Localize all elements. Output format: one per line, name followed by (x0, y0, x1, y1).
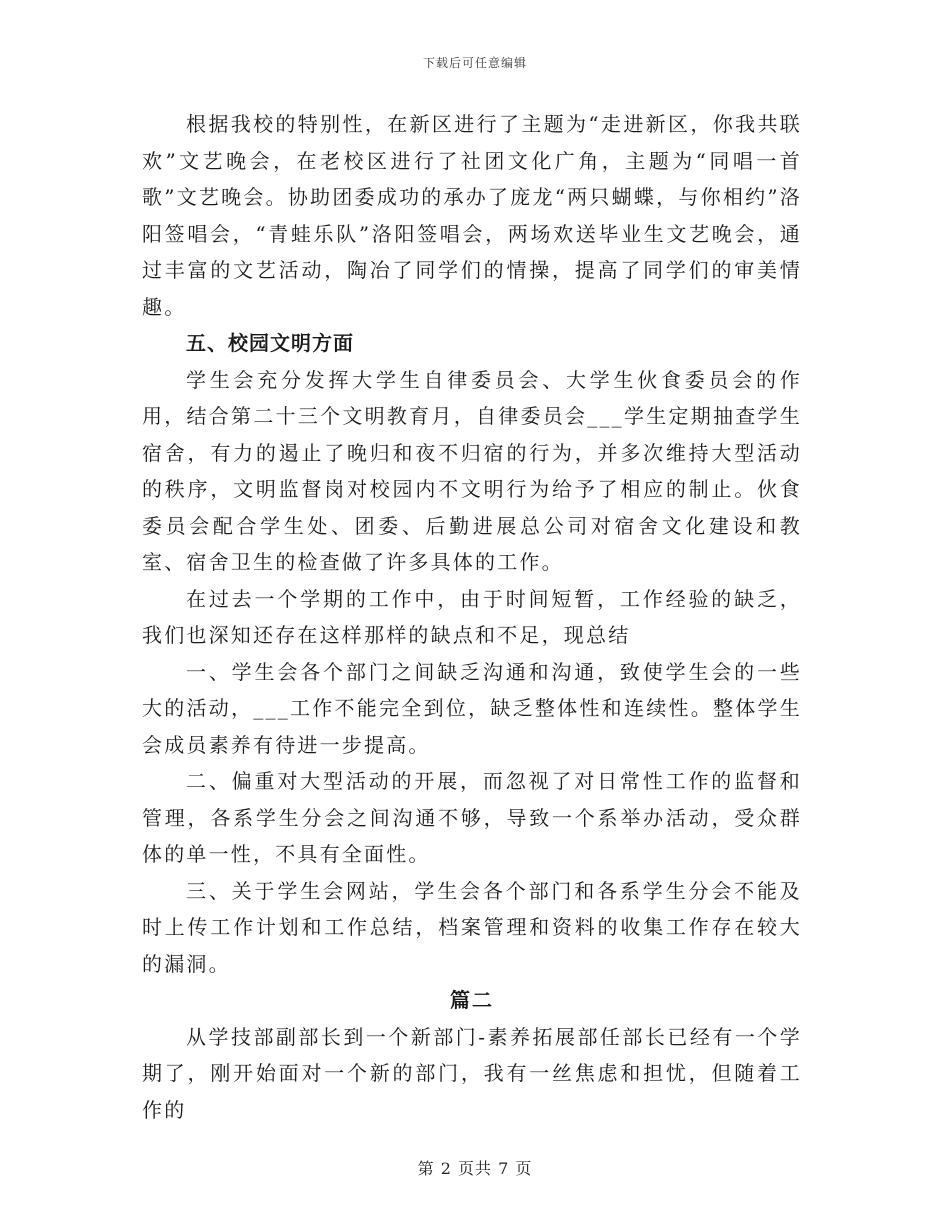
paragraph-shortcoming-3: 三、关于学生会网站，学生会各个部门和各系学生分会不能及时上传工作计划和工作总结，档案管理和资料的收集工作存在较大的漏洞。 (142, 878, 802, 976)
page-number-footer: 第 2 页共 7 页 (417, 1159, 533, 1178)
paragraph-shortcomings-intro: 在过去一个学期的工作中，由于时间短暂，工作经验的缺乏，我们也深知还存在这样那样的缺点和不足，现总结 (142, 586, 802, 647)
section-title-part-two: 篇二 (450, 988, 494, 1012)
paragraph-campus-civility: 学生会充分发挥大学生自律委员会、大学生伙食委员会的作用，结合第二十三个文明教育月，自律委员会___学生定期抽查学生宿舍，有力的遏止了晚归和夜不归宿的行为，并多次维持大型活动的秩序，文明监督岗对校园内不文明行为给予了相应的制止。伙食委员会配合学生处、团委、后勤进展总公司对宿舍文化建设和教室、宿舍卫生的检查做了许多具体的工作。 (142, 367, 802, 574)
paragraph-shortcoming-2: 二、偏重对大型活动的开展，而忽视了对日常性工作的监督和管理，各系学生分会之间沟通不够，导致一个系举办活动，受众群体的单一性，不具有全面性。 (142, 769, 802, 866)
paragraph-part-two-intro: 从学技部副部长到一个新部门-素养拓展部任部长已经有一个学期了，刚开始面对一个新的部门，我有一丝焦虑和担忧，但随着工作的 (142, 1024, 802, 1122)
document-body (142, 106, 802, 1128)
paragraph-arts-activities: 根据我校的特别性，在新区进行了主题为“走进新区，你我共联欢”文艺晚会，在老校区进行了社团文化广角，主题为“同唱一首歌”文艺晚会。协助团委成功的承办了庞龙“两只蝴蝶，与你相约”洛阳签唱会，“青蛙乐队”洛阳签唱会，两场欢送毕业生文艺晚会，通过丰富的文艺活动，陶冶了同学们的情操，提高了同学们的审美情趣。 (142, 112, 802, 319)
paragraph-shortcoming-1: 一、学生会各个部门之间缺乏沟通和沟通，致使学生会的一些大的活动，___工作不能完全到位，缺乏整体性和连续性。整体学生会成员素养有待进一步提高。 (142, 659, 802, 757)
page-header-note: 下载后可任意编辑 (422, 56, 527, 70)
heading-campus-civility: 五、校园文明方面 (186, 331, 354, 355)
